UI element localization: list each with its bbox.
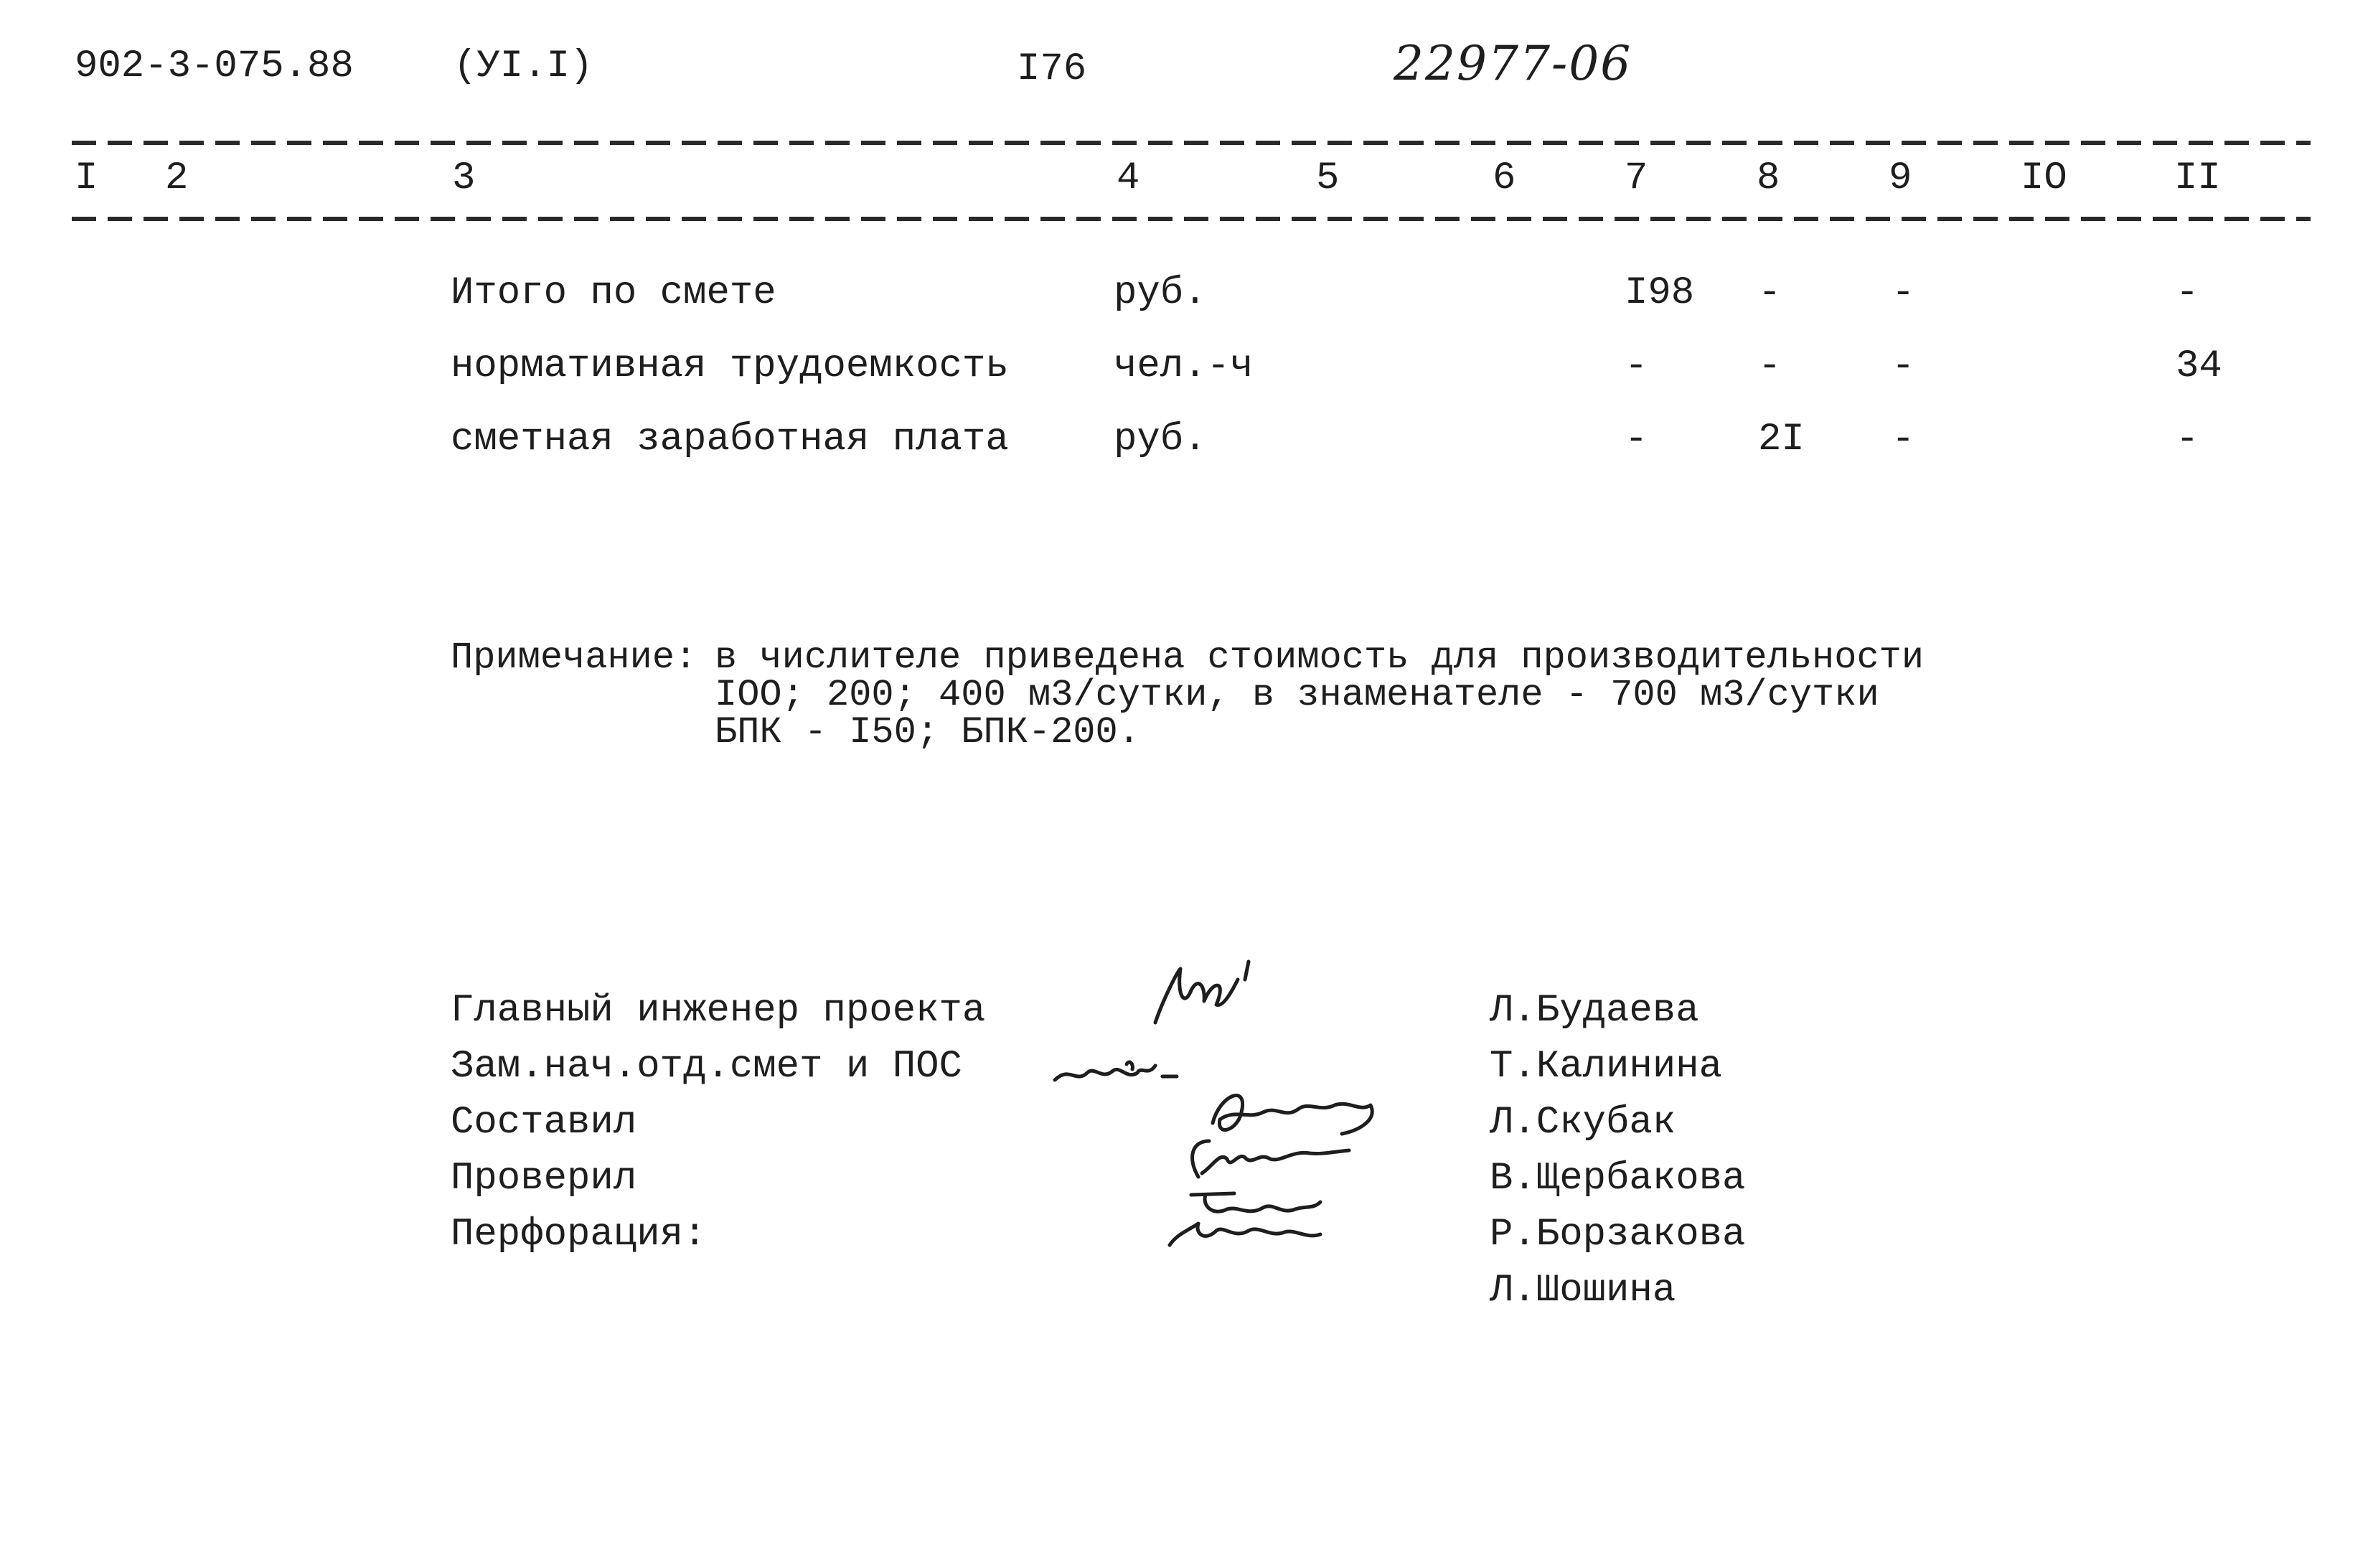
note-line: в числителе приведена стоимость для производительности <box>715 637 1925 679</box>
document-code: 902-3-075.88 <box>75 44 354 88</box>
column-header-5: 5 <box>1316 156 1340 200</box>
handwritten-signatures <box>1033 958 1478 1317</box>
row-cell-9: - <box>1892 418 1915 461</box>
note-label: Примечание: <box>451 637 697 679</box>
row-cell-7: I98 <box>1625 271 1695 315</box>
column-header-4: 4 <box>1117 156 1140 200</box>
handwritten-inventory-number: 22977-06 <box>1394 36 1632 91</box>
signature-person: Л.Будаева <box>1490 989 1699 1033</box>
column-header-2: 2 <box>165 156 189 200</box>
row-cell-7: - <box>1625 418 1648 461</box>
signature-person: Л.Шошина <box>1490 1269 1676 1313</box>
section-number: (УI.I) <box>454 44 593 88</box>
signature-budaeva <box>1155 962 1249 1023</box>
signature-borzakova <box>1191 1193 1320 1211</box>
note-line: БПК - I50; БПК-200. <box>715 711 1140 754</box>
signature-person: Т.Калинина <box>1490 1045 1723 1089</box>
signature-role: Главный инженер проекта <box>451 989 986 1033</box>
signature-role: Составил <box>451 1101 637 1145</box>
signature-shcherbakova <box>1193 1141 1349 1177</box>
signature-role: Зам.нач.отд.смет и ПОС <box>451 1045 962 1089</box>
signature-kalinina <box>1055 1062 1177 1080</box>
signature-person: Р.Борзакова <box>1490 1213 1746 1257</box>
row-unit: руб. <box>1114 418 1207 461</box>
row-cell-8: - <box>1758 344 1782 388</box>
signature-person: В.Щербакова <box>1490 1157 1746 1201</box>
signature-person: Л.Скубак <box>1490 1101 1676 1145</box>
column-header-7: 7 <box>1625 156 1648 200</box>
column-header-9: 9 <box>1889 156 1912 200</box>
row-cell-9: - <box>1892 344 1915 388</box>
row-cell-11: - <box>2176 418 2199 461</box>
column-header-8: 8 <box>1757 156 1780 200</box>
signature-skubak <box>1213 1095 1372 1134</box>
column-header-11: II <box>2174 156 2221 200</box>
row-cell-11: 34 <box>2176 344 2222 388</box>
row-cell-7: - <box>1625 344 1648 388</box>
column-header-10: IO <box>2021 156 2067 200</box>
row-name: сметная заработная плата <box>451 418 1009 461</box>
signature-shoshina <box>1170 1224 1320 1245</box>
row-name: Итого по смете <box>451 271 776 315</box>
row-cell-9: - <box>1892 271 1915 315</box>
row-unit: чел.-ч <box>1114 344 1254 388</box>
row-name: нормативная трудоемкость <box>451 344 1009 388</box>
row-unit: руб. <box>1114 271 1207 315</box>
row-cell-11: - <box>2176 271 2199 315</box>
column-header-3: 3 <box>452 156 476 200</box>
note-line: IOO; 200; 400 м3/сутки, в знаменателе - 700 м3/сутки <box>715 674 1879 716</box>
row-cell-8: 2I <box>1758 418 1805 461</box>
row-cell-8: - <box>1758 271 1782 315</box>
column-header-1: I <box>75 156 98 200</box>
column-header-6: 6 <box>1493 156 1516 200</box>
page-number: I76 <box>1017 47 1087 91</box>
signature-role: Проверил <box>451 1157 637 1201</box>
signature-role: Перфорация: <box>451 1213 707 1257</box>
header-rule-top <box>72 141 2311 145</box>
header-rule-bottom <box>72 217 2311 221</box>
